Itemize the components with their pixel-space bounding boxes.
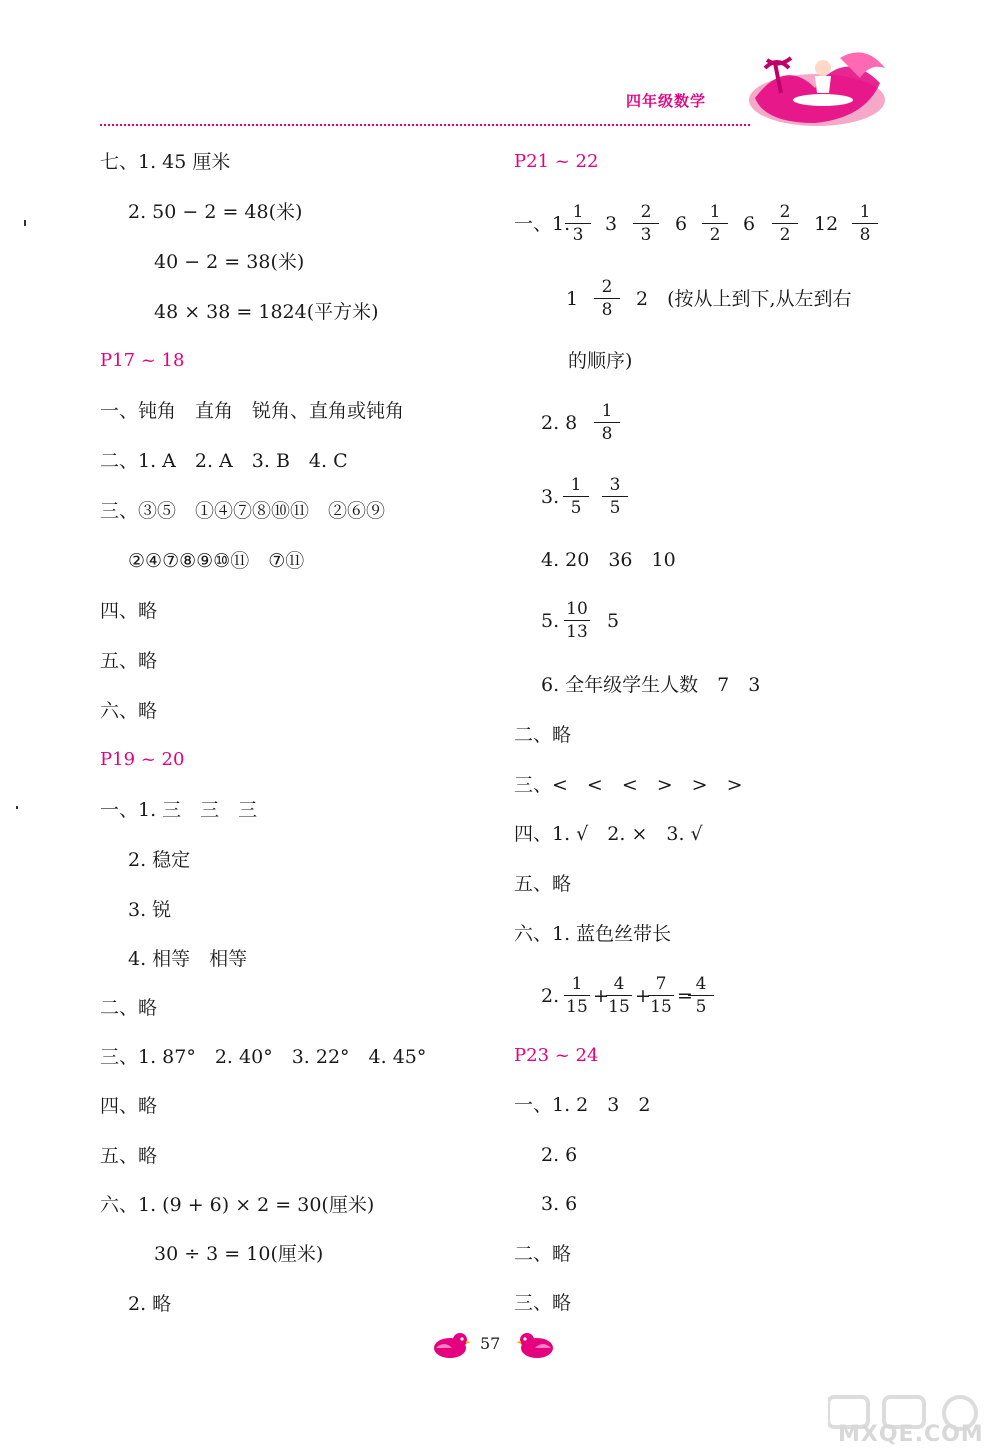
fraction: $\frac{1}{15}$ — [564, 974, 590, 1017]
section-heading: P17 ~ 18 — [100, 350, 185, 371]
right-line: 2. 6 — [541, 1144, 578, 1166]
section-heading: P23 ~ 24 — [514, 1045, 599, 1066]
right-line: 1 — [566, 288, 579, 310]
right-line: 6. 全年级学生人数 7 3 — [541, 674, 761, 696]
left-line: 五、略 — [100, 650, 158, 672]
right-line: 的顺序) — [568, 350, 633, 372]
right-line: 3. 6 — [541, 1193, 578, 1215]
left-line: ②④⑦⑧⑨⑩⑪ ⑦⑪ — [128, 550, 305, 572]
left-line: 二、1. A 2. A 3. B 4. C — [100, 450, 348, 472]
fraction: $\frac{1}{8}$ — [852, 202, 878, 245]
fraction: $\frac{1}{5}$ — [563, 475, 589, 518]
equals-sign: = — [677, 985, 693, 1007]
left-line: 五、略 — [100, 1145, 158, 1167]
fraction: $\frac{4}{5}$ — [688, 974, 714, 1017]
left-line: 三、③⑤ ①④⑦⑧⑩⑪ ②⑥⑨ — [100, 500, 386, 522]
fraction: $\frac{2}{2}$ — [772, 202, 798, 245]
section-heading: P19 ~ 20 — [100, 749, 185, 770]
fraction: $\frac{1}{3}$ — [565, 202, 591, 245]
right-line: 三、< < < > > > — [514, 774, 743, 796]
left-line: 七、1. 45 厘米 — [100, 151, 231, 173]
right-line: 12 — [814, 213, 839, 235]
fraction: $\frac{2}{8}$ — [594, 277, 620, 320]
header-illustration — [745, 38, 890, 128]
fraction: $\frac{7}{15}$ — [648, 974, 674, 1017]
left-line: 二、略 — [100, 997, 158, 1019]
header-divider — [100, 124, 750, 126]
right-line: 五、略 — [514, 873, 572, 895]
right-line: 四、1. √ 2. × 3. √ — [514, 823, 703, 845]
bird-icon — [430, 1328, 472, 1360]
right-line: 三、略 — [514, 1292, 572, 1314]
right-line: 5 — [607, 610, 620, 632]
right-line: 6 — [743, 213, 756, 235]
right-line: 3. — [541, 486, 560, 508]
right-line: 2. — [541, 985, 560, 1007]
left-line: 48 × 38 = 1824(平方米) — [154, 301, 379, 323]
left-line: 一、钝角 直角 锐角、直角或钝角 — [100, 400, 405, 422]
left-line: 四、略 — [100, 600, 158, 622]
left-line: 30 ÷ 3 = 10(厘米) — [154, 1243, 324, 1265]
fraction: $\frac{1}{2}$ — [702, 202, 728, 245]
left-line: 六、1. (9 + 6) × 2 = 30(厘米) — [100, 1194, 375, 1216]
left-line: 2. 50 − 2 = 48(米) — [128, 201, 303, 223]
left-line: 2. 稳定 — [128, 849, 191, 871]
left-line: 一、1. 三 三 三 — [100, 799, 258, 821]
left-line: 三、1. 87° 2. 40° 3. 22° 4. 45° — [100, 1046, 427, 1068]
page-number: 57 — [480, 1334, 501, 1353]
right-line: 3 — [605, 213, 618, 235]
fraction: $\frac{4}{15}$ — [606, 974, 632, 1017]
right-line: 2 (按从上到下,从左到右 — [636, 288, 852, 310]
right-line: 二、略 — [514, 1243, 572, 1265]
right-line: 一、1. 2 3 2 — [514, 1094, 651, 1116]
fraction: $\frac{2}{3}$ — [633, 202, 659, 245]
scan-speck — [16, 806, 18, 809]
plus-sign: + — [635, 985, 651, 1007]
watermark-text: MXQE.COM — [838, 1422, 984, 1447]
plus-sign: + — [593, 985, 609, 1007]
left-line: 2. 略 — [128, 1293, 172, 1315]
left-line: 40 − 2 = 38(米) — [154, 251, 305, 273]
right-line: 6 — [675, 213, 688, 235]
right-line: 六、1. 蓝色丝带长 — [514, 923, 672, 945]
right-line: 5. — [541, 610, 560, 632]
right-line: 二、略 — [514, 724, 572, 746]
left-line: 3. 锐 — [128, 899, 172, 921]
left-line: 四、略 — [100, 1095, 158, 1117]
right-line: 2. 8 — [541, 412, 578, 434]
left-line: 4. 相等 相等 — [128, 948, 248, 970]
right-line: 一、1. — [514, 213, 571, 235]
section-heading: P21 ~ 22 — [514, 151, 599, 172]
left-line: 六、略 — [100, 700, 158, 722]
fraction: $\frac{1}{8}$ — [594, 401, 620, 444]
fraction: $\frac{10}{13}$ — [564, 599, 590, 642]
scan-speck — [24, 220, 26, 226]
right-line: 4. 20 36 10 — [541, 549, 676, 571]
bird-icon — [515, 1328, 557, 1360]
fraction: $\frac{3}{5}$ — [602, 475, 628, 518]
header-title: 四年级数学 — [626, 92, 707, 110]
